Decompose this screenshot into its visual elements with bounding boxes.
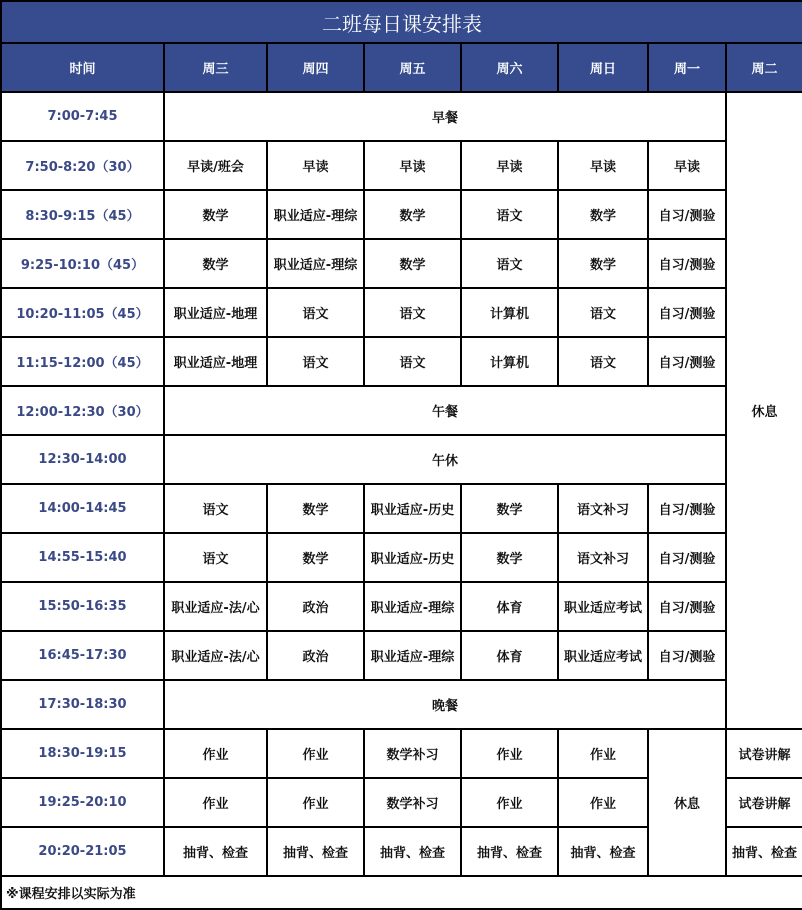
time-cell: 19:25-20:10 [1,778,164,827]
class-cell: 数学补习 [364,729,461,778]
class-cell: 职业适应-历史 [364,484,461,533]
column-header: 周三 [164,43,267,92]
class-cell: 职业适应考试 [558,582,648,631]
class-cell: 语文补习 [558,533,648,582]
class-cell: 作业 [461,778,558,827]
table-title: 二班每日课安排表 [1,1,802,43]
column-header: 时间 [1,43,164,92]
time-cell: 18:30-19:15 [1,729,164,778]
class-cell: 职业适应考试 [558,631,648,680]
class-cell: 数学补习 [364,778,461,827]
class-cell: 语文 [558,337,648,386]
meal-break-cell: 早餐 [164,92,726,141]
footnote: ※课程安排以实际为准 [1,876,802,909]
class-cell: 数学 [267,484,364,533]
class-cell: 语文 [267,337,364,386]
class-cell: 职业适应-理综 [364,631,461,680]
column-header: 周六 [461,43,558,92]
class-cell: 数学 [461,533,558,582]
class-cell: 自习/测验 [648,533,726,582]
table-row [1,337,802,386]
class-cell: 语文 [461,239,558,288]
class-cell: 抽背、检查 [558,827,648,876]
class-cell: 职业适应-理综 [267,190,364,239]
column-header: 周日 [558,43,648,92]
class-cell: 计算机 [461,337,558,386]
class-cell: 抽背、检查 [364,827,461,876]
class-cell: 抽背、检查 [267,827,364,876]
class-cell: 语文补习 [558,484,648,533]
class-cell: 作业 [164,729,267,778]
class-cell: 数学 [267,533,364,582]
class-cell: 职业适应-法/心 [164,631,267,680]
class-cell: 作业 [558,729,648,778]
class-cell: 作业 [558,778,648,827]
column-header: 周五 [364,43,461,92]
table-row [1,631,802,680]
time-cell: 20:20-21:05 [1,827,164,876]
class-cell: 早读/班会 [164,141,267,190]
class-cell: 语文 [558,288,648,337]
class-cell: 语文 [164,533,267,582]
time-cell: 17:30-18:30 [1,680,164,729]
class-cell: 自习/测验 [648,239,726,288]
class-cell: 自习/测验 [648,631,726,680]
column-header: 周一 [648,43,726,92]
class-cell: 作业 [267,778,364,827]
time-cell: 9:25-10:10（45） [1,239,164,288]
table-row [1,92,802,141]
class-cell: 数学 [164,239,267,288]
class-cell: 数学 [461,484,558,533]
class-cell: 自习/测验 [648,337,726,386]
class-cell: 语文 [461,190,558,239]
table-row [1,190,802,239]
table-row [1,729,802,778]
time-cell: 12:30-14:00 [1,435,164,484]
class-cell: 数学 [558,190,648,239]
class-cell: 作业 [164,778,267,827]
class-cell: 抽背、检查 [461,827,558,876]
time-cell: 15:50-16:35 [1,582,164,631]
class-cell: 职业适应-历史 [364,533,461,582]
class-cell: 计算机 [461,288,558,337]
time-cell: 14:55-15:40 [1,533,164,582]
table-row [1,141,802,190]
table-row [1,288,802,337]
class-cell: 早读 [558,141,648,190]
table-row [1,533,802,582]
class-cell: 职业适应-理综 [364,582,461,631]
time-cell: 14:00-14:45 [1,484,164,533]
class-cell: 作业 [461,729,558,778]
class-cell: 数学 [364,190,461,239]
table-row [1,435,802,484]
table-row [1,484,802,533]
class-cell: 数学 [164,190,267,239]
time-cell: 10:20-11:05（45） [1,288,164,337]
class-cell: 语文 [364,337,461,386]
meal-break-cell: 午休 [164,435,726,484]
monday-evening-rest-cell: 休息 [648,729,726,876]
time-cell: 16:45-17:30 [1,631,164,680]
class-cell: 自习/测验 [648,484,726,533]
class-cell: 试卷讲解 [726,778,802,827]
class-cell: 早读 [461,141,558,190]
time-cell: 11:15-12:00（45） [1,337,164,386]
tuesday-rest-cell: 休息 [726,92,802,729]
time-cell: 7:00-7:45 [1,92,164,141]
class-cell: 语文 [164,484,267,533]
class-cell: 语文 [364,288,461,337]
class-cell: 职业适应-理综 [267,239,364,288]
table-row [1,239,802,288]
class-cell: 数学 [364,239,461,288]
column-header: 周四 [267,43,364,92]
class-cell: 早读 [364,141,461,190]
time-cell: 7:50-8:20（30） [1,141,164,190]
class-cell: 自习/测验 [648,582,726,631]
class-cell: 作业 [267,729,364,778]
class-cell: 早读 [267,141,364,190]
time-cell: 8:30-9:15（45） [1,190,164,239]
class-cell: 语文 [267,288,364,337]
table-row [1,582,802,631]
class-cell: 职业适应-地理 [164,288,267,337]
meal-break-cell: 晚餐 [164,680,726,729]
class-cell: 体育 [461,631,558,680]
class-cell: 抽背、检查 [164,827,267,876]
class-cell: 政治 [267,631,364,680]
class-cell: 自习/测验 [648,190,726,239]
footer-row [1,876,802,909]
table-row [1,386,802,435]
class-cell: 数学 [558,239,648,288]
column-header: 周二 [726,43,802,92]
time-cell: 12:00-12:30（30） [1,386,164,435]
class-cell: 试卷讲解 [726,729,802,778]
header-row [1,43,802,92]
class-cell: 职业适应-地理 [164,337,267,386]
meal-break-cell: 午餐 [164,386,726,435]
class-cell: 抽背、检查 [726,827,802,876]
class-cell: 自习/测验 [648,288,726,337]
class-cell: 早读 [648,141,726,190]
class-cell: 职业适应-法/心 [164,582,267,631]
table-row [1,680,802,729]
class-cell: 体育 [461,582,558,631]
class-cell: 政治 [267,582,364,631]
